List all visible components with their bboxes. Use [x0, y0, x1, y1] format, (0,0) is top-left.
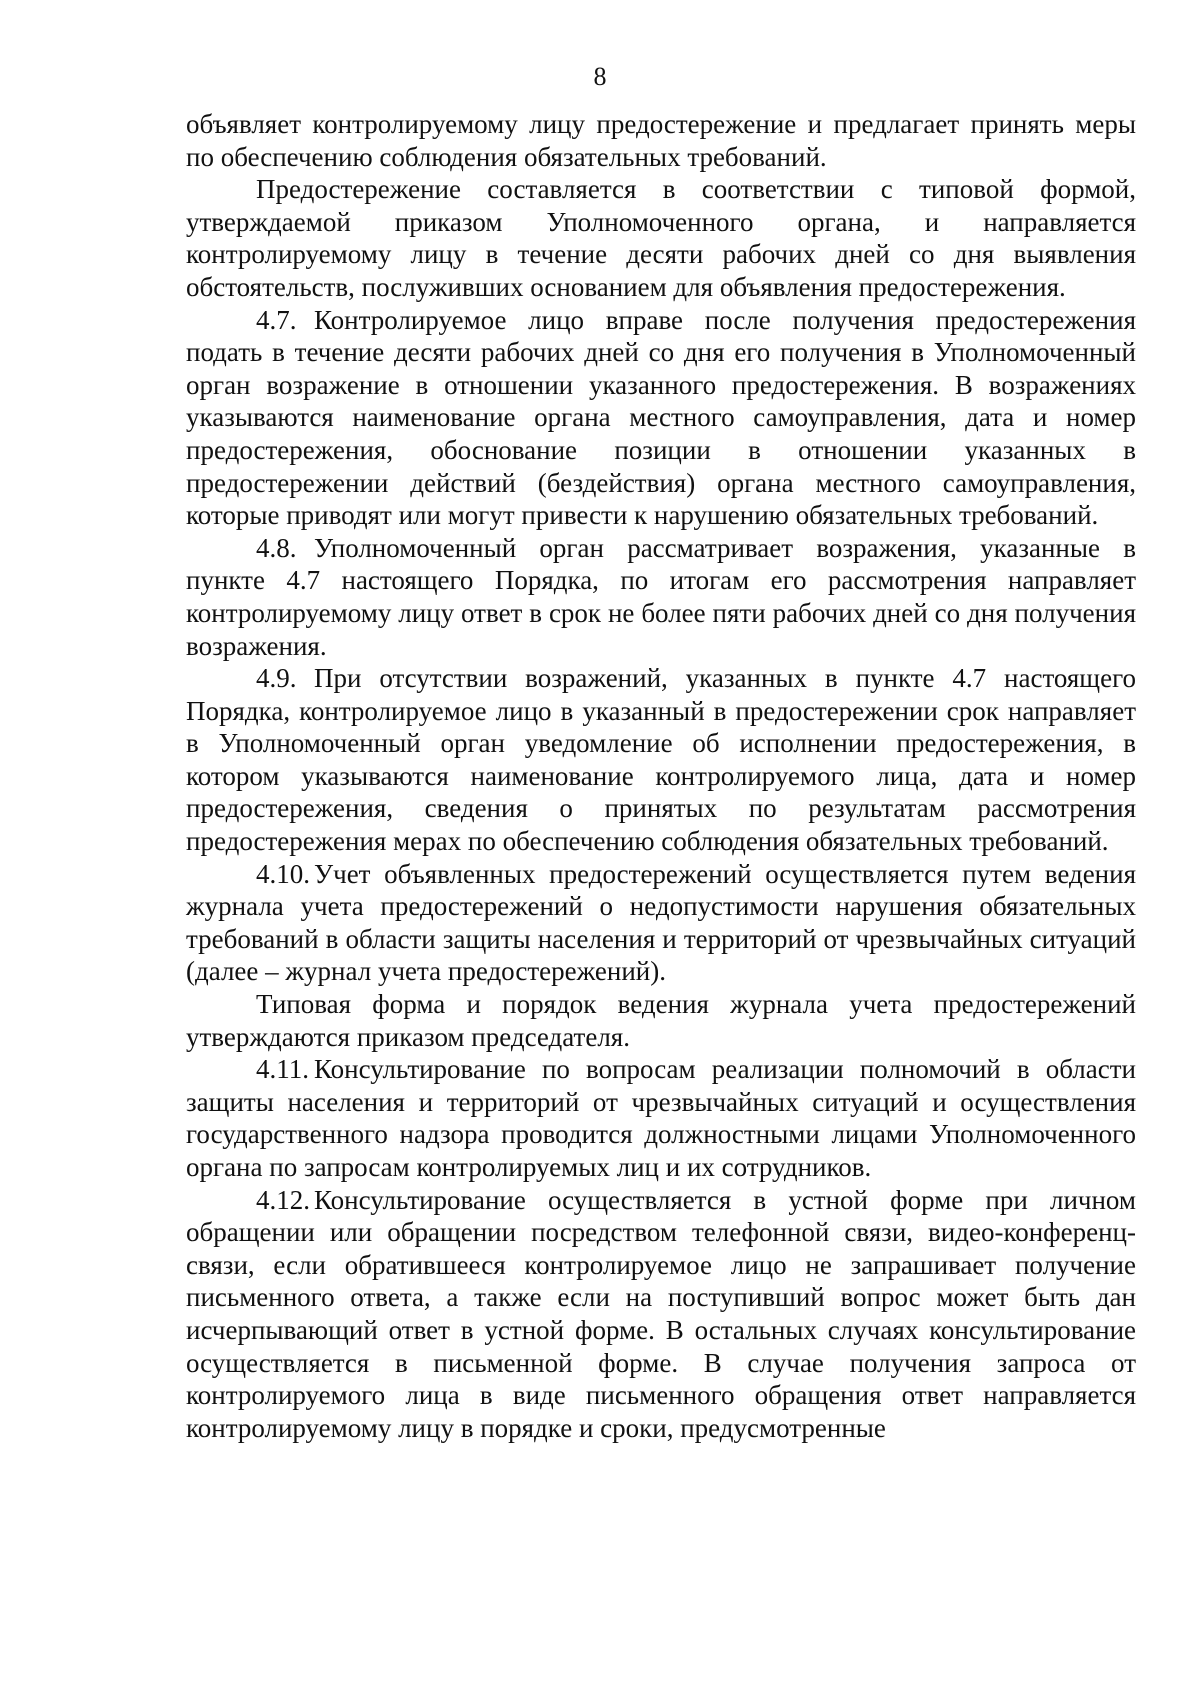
clause-number: 4.10. — [256, 858, 310, 889]
paragraph-text: объявляет контролируемому лицу предостережение и предлагает принять меры по обеспечению соблюдения обязательных требований. — [186, 109, 1136, 172]
clause-number: 4.7. — [256, 304, 297, 335]
clause-4-9 — [186, 662, 1136, 858]
clause-4-12 — [186, 1184, 1136, 1445]
clause-text: Учет объявленных предостережений осуществляется путем ведения журнала учета предостережений о недопустимости нарушения обязательных требований в области защиты населения и территорий от чрезвычайных ситуаций (далее – журнал учета предостережений). — [186, 858, 1136, 987]
clause-4-11 — [186, 1053, 1136, 1183]
page-number: 8 — [593, 62, 607, 91]
paragraph-text: Предостережение составляется в соответствии с типовой формой, утверждаемой приказом Уполномоченного органа, и направляется контролируемому лицу в течение десяти рабочих дней со дня выявления обстоятельств, послуживших основанием для объявления предостережения. — [186, 174, 1136, 302]
paragraph-warning-form — [186, 173, 1136, 303]
clause-number: 4.11. — [256, 1054, 309, 1085]
document-body — [186, 108, 1136, 1444]
clause-text: Контролируемое лицо вправе после получения предостережения подать в течение десяти рабочих дней со дня его получения в Уполномоченный орган возражение в отношении указанного предостережения. В возражениях указываются наименование органа местного самоуправления, дата и номер предостережения, обоснование позиции в отношении указанных в предостережении действий (бездействия) органа местного самоуправления, которые приводят или могут привести к нарушению обязательных требований. — [186, 304, 1136, 531]
clause-number: 4.9. — [256, 663, 297, 694]
clause-4-7 — [186, 304, 1136, 532]
paragraph-text: Типовая форма и порядок ведения журнала учета предостережений утверждаются приказом председателя. — [186, 989, 1136, 1052]
clause-number: 4.8. — [256, 532, 297, 563]
clause-text: Консультирование осуществляется в устной форме при личном обращении или обращении посредством телефонной связи, видео-конференц-связи, если обратившееся контролируемое лицо не запрашивает получение письменного ответа, а также если на поступивший вопрос может быть дан исчерпывающий ответ в устной форме. В остальных случаях консультирование осуществляется в письменной форме. В случае получения запроса от контролируемого лица в виде письменного обращения ответ направляется контролируемому лицу в порядке и сроки, предусмотренные — [186, 1184, 1136, 1443]
clause-text: При отсутствии возражений, указанных в пункте 4.7 настоящего Порядка, контролируемое лицо в указанный в предостережении срок направляет в Уполномоченный орган уведомление об исполнении предостережения, в котором указываются наименование контролируемого лица, дата и номер предостережения, сведения о принятых по результатам рассмотрения предостережения мерах по обеспечению соблюдения обязательных требований. — [186, 663, 1136, 857]
clause-text: Уполномоченный орган рассматривает возражения, указанные в пункте 4.7 настоящего Порядка, по итогам его рассмотрения направляет контролируемому лицу ответ в срок не более пяти рабочих дней со дня получения возражения. — [186, 532, 1136, 661]
clause-4-10 — [186, 858, 1136, 988]
clause-4-8 — [186, 532, 1136, 662]
clause-text: Консультирование по вопросам реализации полномочий в области защиты населения и территорий от чрезвычайных ситуаций и осуществления государственного надзора проводится должностными лицами Уполномоченного органа по запросам контролируемых лиц и их сотрудников. — [186, 1054, 1136, 1182]
clause-number: 4.12. — [256, 1184, 310, 1215]
paragraph-continuation — [186, 108, 1136, 173]
paragraph-journal-form — [186, 988, 1136, 1053]
